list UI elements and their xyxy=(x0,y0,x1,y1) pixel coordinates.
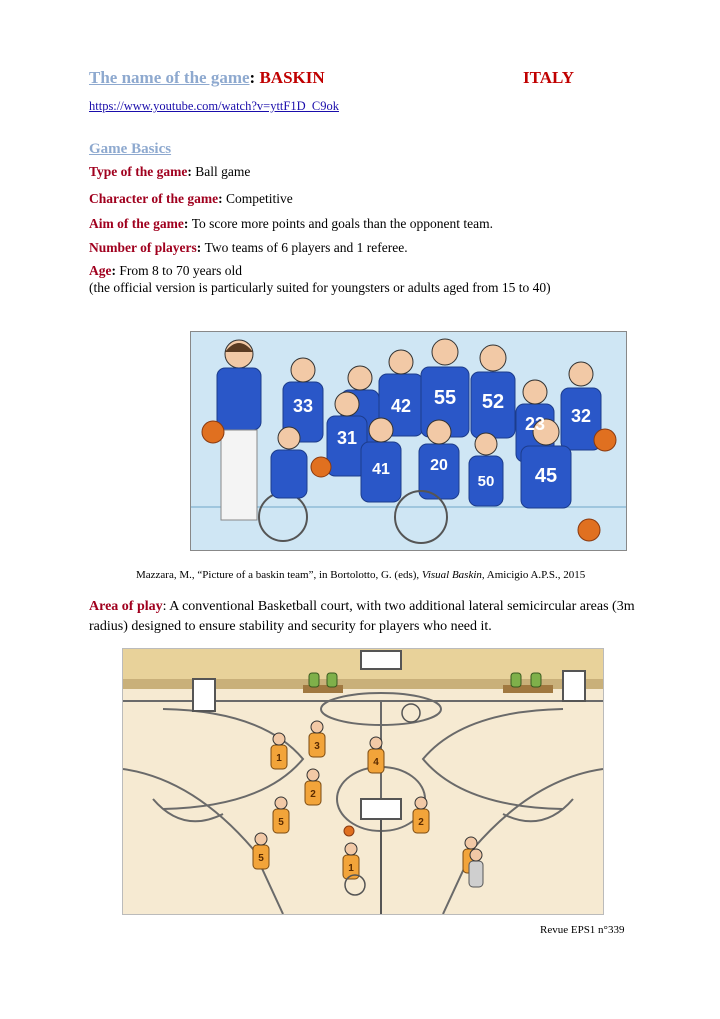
caption-book-title: Visual Baskin xyxy=(421,569,482,581)
jersey-number: 42 xyxy=(390,396,412,416)
team-picture xyxy=(190,331,627,551)
title-colon: : xyxy=(249,68,256,87)
court-illustration xyxy=(123,649,603,914)
basics-row-age: Age: From 8 to 70 years old xyxy=(89,263,242,278)
court-jersey-number: 5 xyxy=(258,853,264,864)
jersey-number: 52 xyxy=(481,391,505,413)
game-name: BASKIN xyxy=(259,68,325,87)
jersey-number: 20 xyxy=(430,457,448,474)
basics-value: Competitive xyxy=(225,191,293,206)
page-title xyxy=(89,68,325,88)
jersey-number: 31 xyxy=(336,428,358,448)
basics-row-aim: Aim of the game: To score more points and goals than the opponent team. xyxy=(89,216,493,231)
basics-label: Number of players xyxy=(89,240,197,255)
caption-text: Mazzara, M., “Picture of a baskin team”, in Bortolotto, G. (eds), xyxy=(136,569,422,581)
basics-label: Character of the game xyxy=(89,191,219,206)
section-title: Game Basics xyxy=(89,141,172,157)
jersey-number: 41 xyxy=(372,461,390,478)
area-label: Area of play xyxy=(89,599,163,614)
title-prefix: The name of the game xyxy=(89,68,250,87)
basics-value: To score more points and goals than the opponent team. xyxy=(191,216,493,231)
court-jersey-number: 2 xyxy=(418,817,424,828)
caption-publisher: , Amicigio A.P.S., 2015 xyxy=(481,569,586,581)
basics-value: From 8 to 70 years old xyxy=(119,263,242,278)
court-jersey-number: 4 xyxy=(373,757,379,768)
team-picture-caption xyxy=(136,569,585,581)
age-note: (the official version is particularly suited for youngsters or adults aged from 15 to 40) xyxy=(89,280,551,295)
country: ITALY xyxy=(523,68,575,87)
jersey-number: 55 xyxy=(433,387,457,409)
team-illustration xyxy=(191,332,626,550)
court-jersey-number: 5 xyxy=(278,817,284,828)
court-jersey-number: 3 xyxy=(314,741,320,752)
basics-row-character: Character of the game: Competitive xyxy=(89,191,293,206)
basics-label: Aim of the game xyxy=(89,216,184,231)
court-jersey-number: 1 xyxy=(348,863,354,874)
area-text: A conventional Basketball court, with two additional lateral semicircular areas (3m radius) designed to ensure stability and security for players who need it. xyxy=(89,599,635,634)
court-jersey-number: 2 xyxy=(310,789,316,800)
basics-label: Age xyxy=(89,263,112,278)
jersey-number: 45 xyxy=(534,465,558,487)
jersey-number: 23 xyxy=(524,414,546,434)
basics-row-type: Type of the game: Ball game xyxy=(89,164,251,179)
image-credit: Revue EPS1 n°339 xyxy=(540,924,625,936)
basics-value: Two teams of 6 players and 1 referee. xyxy=(204,240,408,255)
court-picture xyxy=(122,648,604,915)
court-jersey-number: 1 xyxy=(276,753,282,764)
video-link[interactable]: https://www.youtube.com/watch?v=yttF1D_C9ok xyxy=(89,99,339,113)
basics-row-players: Number of players: Two teams of 6 players and 1 referee. xyxy=(89,240,408,255)
basics-value: Ball game xyxy=(195,164,251,179)
jersey-number: 32 xyxy=(570,406,592,426)
basics-label: Type of the game xyxy=(89,164,188,179)
area-of-play: Area of play: A conventional Basketball court, with two additional lateral semicircular areas (3m radius) designed to ensure stability and security for players who need it. xyxy=(89,599,635,634)
jersey-number: 33 xyxy=(292,396,314,416)
jersey-number: 50 xyxy=(477,473,495,490)
